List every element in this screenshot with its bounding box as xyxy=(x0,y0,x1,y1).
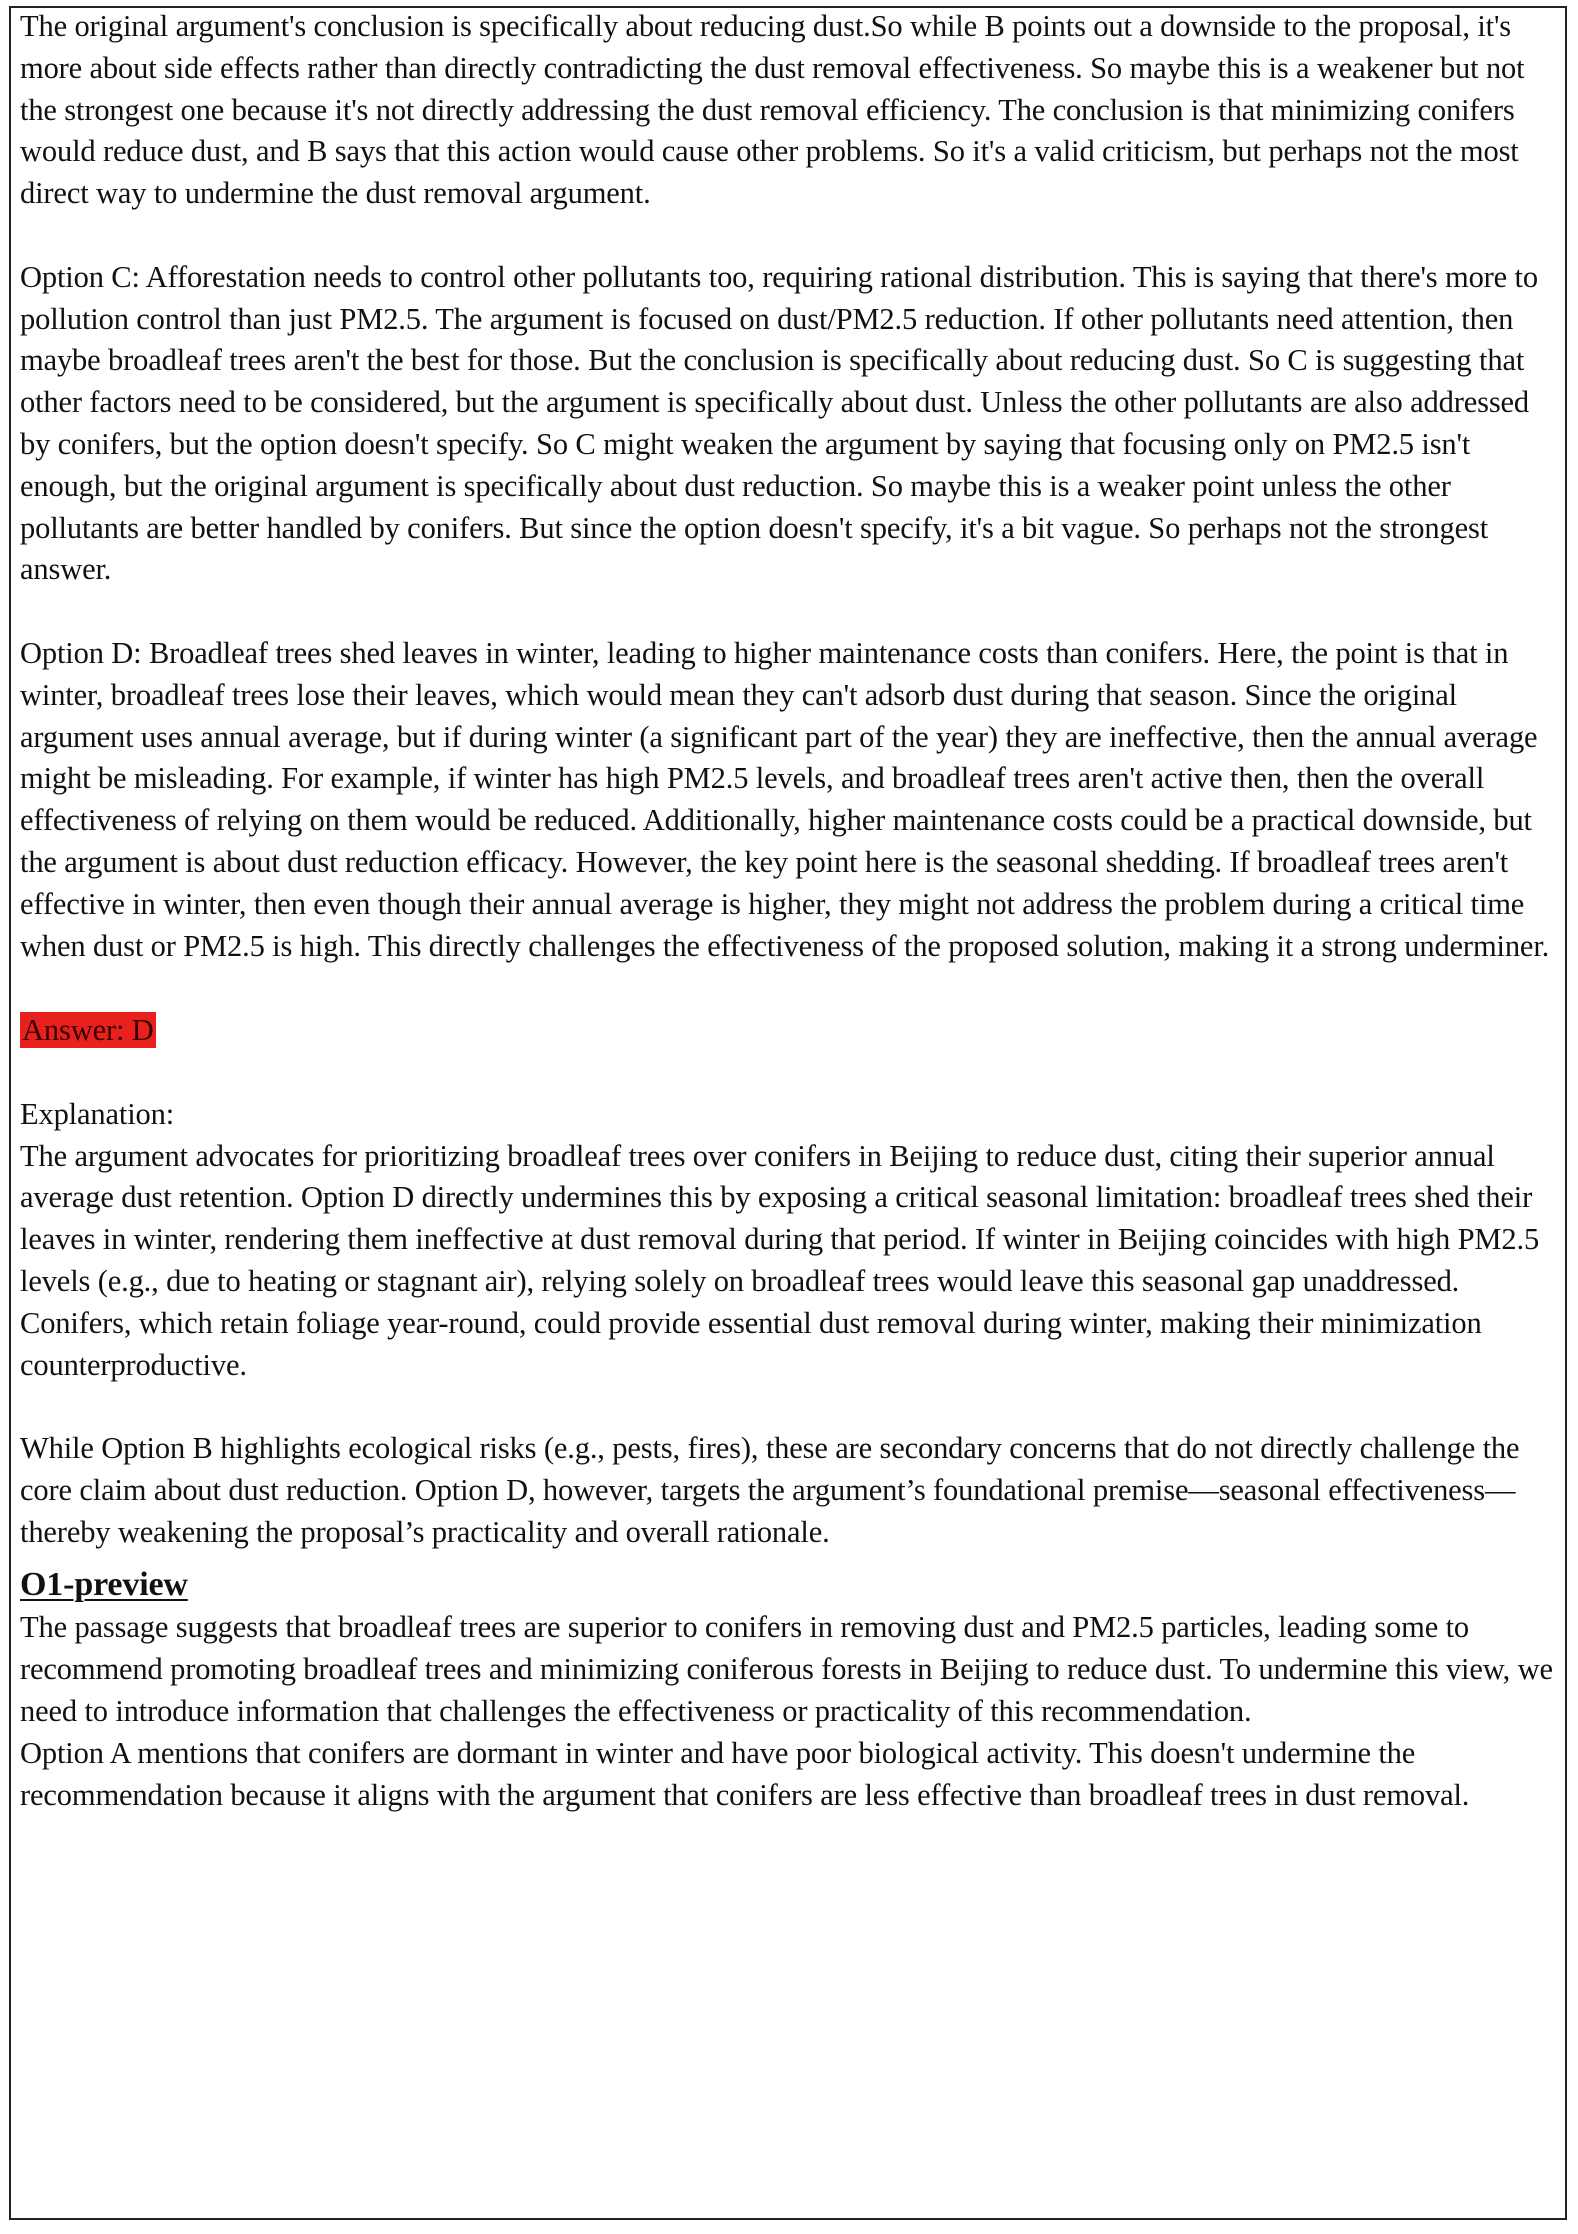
explanation-paragraph-1: The argument advocates for prioritizing broadleaf trees over conifers in Beijing to reduce dust, citing their superior annual average dust retention. Option D directly undermines this by exposing a critical seasonal limitation: broadleaf trees shed their leaves in winter, rendering them ineffective at dust removal during that period. If winter in Beijing coincides with high PM2.5 levels (e.g., due to heating or stagnant air), relying solely on broadleaf trees would leave this seasonal gap unaddressed. Conifers, which retain foliage year-round, could provide essential dust removal during winter, making their minimization counterproductive. xyxy=(20,1138,1540,1382)
o1-paragraph-1: The passage suggests that broadleaf trees are superior to conifers in removing dust and PM2.5 particles, leading some to recommend promoting broadleaf trees and minimizing coniferous forests in Beijing to reduce dust. To undermine this view, we need to introduce information that challenges the effectiveness or practicality of this recommendation. xyxy=(20,1610,1553,1729)
o1-paragraph-2: Option A mentions that conifers are dormant in winter and have poor biological activity. This doesn't undermine the recommendation because it aligns with the argument that conifers are less effective than broadleaf trees in dust removal. xyxy=(20,1735,1470,1812)
section-heading-o1-preview: O1-preview xyxy=(20,1566,188,1604)
explanation-paragraph-2: While Option B highlights ecological risks (e.g., pests, fires), these are secondary concerns that do not directly challenge the core claim about dust reduction. Option D, however, targets the argument’s foundational premise—seasonal effectiveness—thereby weakening the proposal’s practicality and overall rationale. xyxy=(20,1431,1520,1549)
paragraph-option-b-conclusion: The original argument's conclusion is specifically about reducing dust.So while B points out a downside to the proposal, it's more about side effects rather than directly contradicting the dust removal effectiveness. So maybe this is a weakener but not the strongest one because it's not directly addressing the dust removal efficiency. The conclusion is that minimizing conifers would reduce dust, and B says that this action would cause other problems. So it's a valid criticism, but perhaps not the most direct way to undermine the dust removal argument. xyxy=(20,9,1525,211)
explanation-label: Explanation: xyxy=(20,1096,175,1131)
paragraph-option-c: Option C: Afforestation needs to control other pollutants too, requiring rational distribution. This is saying that there's more to pollution control than just PM2.5. The argument is focused on dust/PM2.5 reduction. If other pollutants need attention, then maybe broadleaf trees aren't the best for those. But the conclusion is specifically about reducing dust. So C is suggesting that other factors need to be considered, but the argument is specifically about dust. Unless the other pollutants are also addressed by conifers, but the option doesn't specify. So C might weaken the argument by saying that focusing only on PM2.5 isn't enough, but the original argument is specifically about dust reduction. So maybe this is a weaker point unless the other pollutants are better handled by conifers. But since the option doesn't specify, it's a bit vague. So perhaps not the strongest answer. xyxy=(20,259,1538,587)
answer-highlight: Answer: D xyxy=(22,1013,154,1048)
document-body xyxy=(20,6,1558,1816)
paragraph-option-d: Option D: Broadleaf trees shed leaves in winter, leading to higher maintenance costs than conifers. Here, the point is that in winter, broadleaf trees lose their leaves, which would mean they can't adsorb dust during that season. Since the original argument uses annual average, but if during winter (a significant part of the year) they are ineffective, then the annual average might be misleading. For example, if winter has high PM2.5 levels, and broadleaf trees aren't active then, then the overall effectiveness of relying on them would be reduced. Additionally, higher maintenance costs could be a practical downside, but the argument is about dust reduction efficacy. However, the key point here is the seasonal shedding. If broadleaf trees aren't effective in winter, then even though their annual average is higher, they might not address the problem during a critical time when dust or PM2.5 is high. This directly challenges the effectiveness of the proposed solution, making it a strong underminer. xyxy=(20,635,1550,963)
